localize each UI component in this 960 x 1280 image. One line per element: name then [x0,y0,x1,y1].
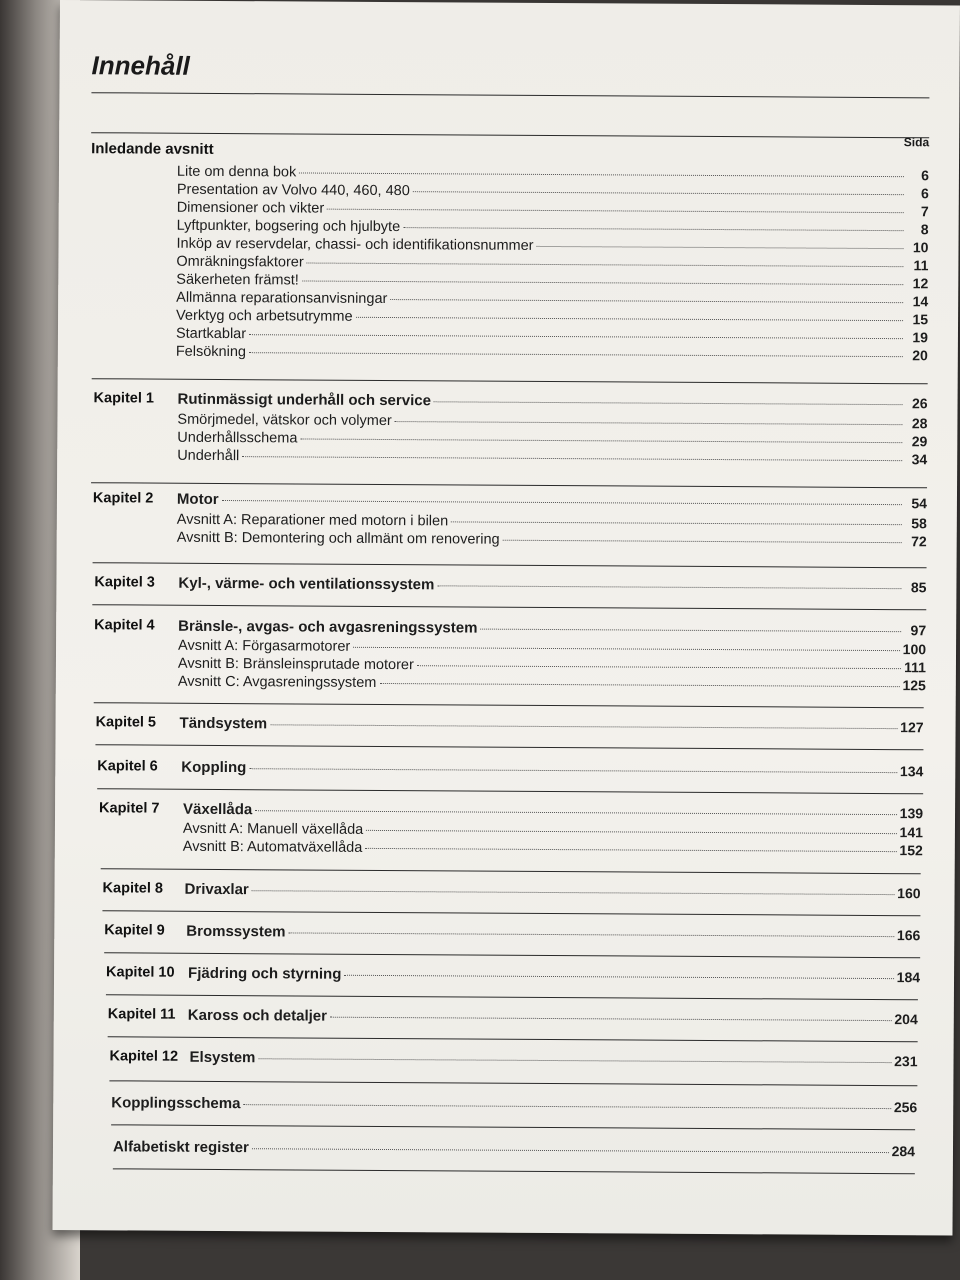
entry-page: 141 [899,824,923,841]
chapter-entry[interactable] [185,881,921,902]
dot-leader [255,810,896,815]
entry-label: Säkerheten främst! [176,271,299,289]
chapter-number: Kapitel 3 [94,574,155,591]
chapter-title: Elsystem [189,1048,256,1067]
dot-leader [417,665,901,669]
chapter-number: Kapitel 8 [102,880,164,897]
entry-page: 284 [891,1143,916,1160]
entry-label: Presentation av Volvo 440, 460, 480 [176,181,410,200]
dot-leader [390,299,903,303]
entry-label: Underhåll [177,447,240,465]
entry-label: Omräkningsfaktorer [176,253,304,271]
dot-leader [480,629,901,633]
chapter-title: Kaross och detaljer [187,1006,328,1025]
dot-leader [289,932,894,937]
appendix-title: Alfabetiskt register [112,1138,249,1157]
bottom-divider [113,1168,915,1174]
toc-subentry[interactable] [177,447,927,469]
dot-leader [222,500,902,505]
dot-leader [365,848,896,852]
chapter-entry[interactable] [188,1007,918,1028]
chapter-title: Tändsystem [179,714,268,733]
entry-label: Dimensioner och vikter [176,199,325,217]
chapter-title: Kyl-, värme- och ventilationssystem [178,574,435,594]
dot-leader [379,683,899,687]
chapter-number: Kapitel 6 [97,758,158,775]
page-column-label: Sida [903,135,930,150]
chapter-entry[interactable] [189,1049,917,1070]
chapter-entry[interactable] [186,923,920,944]
toc-entry[interactable] [176,343,928,365]
chapter-entry[interactable] [183,801,923,823]
toc-subentry[interactable] [178,673,926,695]
dot-leader [356,317,903,321]
chapter-entry[interactable] [177,491,927,513]
entry-label: Inköp av reservdelar, chassi- och identifikationsnummer [176,235,534,254]
toc-page [52,0,959,1235]
dot-leader [395,421,903,425]
toc-subentry[interactable] [177,529,927,551]
chapter-divider [91,482,927,488]
entry-label: Avsnitt C: Avgasreningssystem [177,673,377,691]
entry-page: 10 [912,239,929,256]
section-divider [91,132,929,138]
dot-leader [330,1017,891,1021]
entry-page: 204 [894,1011,918,1028]
chapter-title: Fjädring och styrning [188,964,342,983]
entry-page: 8 [920,221,929,238]
chapter-divider [95,744,923,750]
chapter-divider [93,562,927,568]
dot-leader [249,768,897,773]
intro-heading: Inledande avsnitt [91,140,214,158]
chapter-entry[interactable] [181,759,923,781]
entry-page: 231 [894,1053,918,1070]
chapter-number: Kapitel 11 [107,1006,176,1023]
entry-page: 134 [899,763,924,780]
entry-label: Lite om denna bok [176,163,297,181]
chapter-entry[interactable] [180,715,924,737]
chapter-number: Kapitel 12 [109,1048,179,1065]
entry-page: 6 [921,167,929,184]
entry-page: 54 [911,495,927,512]
chapter-title: Drivaxlar [184,880,249,899]
dot-leader [437,585,901,589]
chapter-entry[interactable] [178,575,926,597]
chapter-divider [108,1036,918,1042]
entry-label: Startkablar [175,325,247,343]
dot-leader [537,246,904,249]
dot-leader [299,172,904,177]
chapter-divider [92,604,926,610]
entry-page: 97 [910,622,927,639]
entry-page: 7 [920,203,929,220]
entry-page: 100 [902,641,927,658]
dot-leader [249,334,903,339]
dot-leader [366,830,896,834]
entry-page: 6 [920,185,929,202]
chapter-divider [106,994,918,1000]
entry-label: Smörjmedel, vätskor och volymer [177,411,392,430]
dot-leader [270,724,897,729]
entry-label: Avsnitt A: Förgasarmotorer [178,637,351,655]
page-title: Innehåll [91,50,190,81]
chapter-entry[interactable] [178,391,928,413]
dot-leader [403,227,903,231]
dot-leader [413,191,904,195]
chapter-number: Kapitel 10 [106,964,175,981]
chapter-divider [94,702,924,708]
dot-leader [258,1058,891,1063]
dot-leader [252,1148,889,1153]
toc-subentry[interactable] [183,838,923,860]
entry-page: 184 [896,969,921,986]
appendix-entry[interactable] [111,1094,917,1116]
dot-leader [503,540,902,543]
dot-leader [451,521,902,525]
chapter-number: Kapitel 4 [94,617,155,634]
entry-page: 111 [904,659,926,676]
entry-page: 125 [902,677,926,694]
chapter-divider [102,910,920,916]
chapter-number: Kapitel 1 [93,390,155,407]
entry-label: Avsnitt A: Reparationer med motorn i bilen [176,511,449,530]
entry-label: Avsnitt B: Automatväxellåda [182,838,363,856]
entry-label: Avsnitt B: Bränsleinsprutade motorer [177,655,414,674]
entry-page: 152 [899,842,923,859]
chapter-title: Motor [176,490,219,508]
entry-page: 14 [912,293,929,310]
chapter-number: Kapitel 5 [95,714,157,731]
dot-leader [243,1104,890,1109]
appendix-entry[interactable] [113,1138,915,1160]
chapter-number: Kapitel 7 [99,800,160,817]
chapter-divider [101,868,921,874]
entry-page: 127 [900,719,924,736]
chapter-divider [111,1124,915,1130]
dot-leader [300,438,902,443]
chapter-divider [109,1080,917,1086]
entry-page: 256 [893,1099,918,1116]
title-divider [91,92,929,98]
entry-label: Felsökning [175,343,247,361]
dot-leader [249,352,903,357]
chapter-entry[interactable] [188,965,920,986]
entry-page: 85 [910,579,927,596]
chapter-title: Koppling [181,758,247,777]
chapter-entry[interactable] [178,618,926,640]
entry-page: 19 [912,329,929,346]
entry-page: 28 [911,415,928,432]
chapter-divider [92,378,928,384]
entry-page: 29 [911,433,928,450]
entry-page: 12 [912,275,929,292]
entry-label: Avsnitt B: Demontering och allmänt om renovering [176,529,500,548]
chapter-divider [97,788,923,794]
entry-page: 20 [912,347,928,364]
chapter-title: Bromssystem [186,922,286,941]
dot-leader [302,280,903,285]
entry-page: 58 [911,515,927,532]
entry-page: 166 [896,927,921,944]
dot-leader [434,401,903,405]
chapter-divider [104,952,920,958]
dot-leader [242,456,902,461]
entry-label: Avsnitt A: Manuell växellåda [182,820,364,838]
entry-page: 34 [911,451,928,468]
dot-leader [307,263,904,268]
entry-page: 15 [912,311,929,328]
dot-leader [252,890,894,895]
dot-leader [344,975,893,979]
dot-leader [353,647,899,651]
entry-page: 139 [899,805,924,822]
chapter-number: Kapitel 2 [92,490,154,507]
entry-page: 72 [911,533,927,550]
chapter-title: Bränsle-, avgas- och avgasreningssystem [178,617,478,637]
chapter-title: Växellåda [183,800,253,819]
entry-label: Allmänna reparationsanvisningar [176,289,388,308]
entry-page: 160 [897,885,921,902]
appendix-title: Kopplingsschema [111,1094,241,1113]
entry-label: Underhållsschema [177,429,298,447]
dot-leader [327,209,904,214]
chapter-number: Kapitel 9 [104,922,165,939]
entry-page: 11 [913,257,929,274]
entry-page: 26 [911,395,928,412]
entry-label: Lyftpunkter, bogsering och hjulbyte [176,217,401,236]
chapter-title: Rutinmässigt underhåll och service [177,390,432,410]
entry-label: Verktyg och arbetsutrymme [176,307,353,325]
